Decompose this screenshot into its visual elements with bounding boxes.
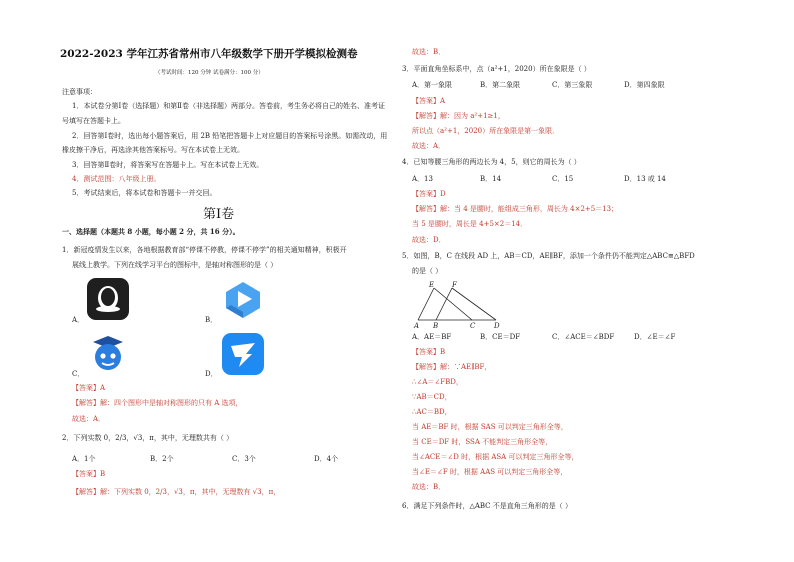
q5-conclusion: 故选：B． (412, 483, 446, 491)
q4-conclusion: 故选：D． (412, 236, 446, 244)
q5-analysis: 当∠E＝∠F 时，根据 AAS 可以判定三角形全等， (412, 468, 568, 476)
triangle-figure (412, 280, 512, 330)
exam-subtitle: （考试时间：120 分钟 试卷满分：100 分） (155, 70, 264, 76)
segment-ec (434, 288, 472, 320)
q3-option-d: D．第四象限 (624, 81, 665, 89)
dingtalk-icon (222, 333, 264, 375)
q4-answer: 【答案】D (412, 190, 446, 198)
q5-analysis: ∴∠A＝∠FBD， (412, 378, 463, 386)
mascot-icon (87, 333, 129, 375)
notice-line-scope: 4．测试范围：八年级上册。 (72, 175, 161, 183)
notice-line: 2．回答第Ⅰ卷时，选出每小题答案后，用 2B 铅笔把答题卡上对应题目的答案标号涂黑。如需改动，用 (72, 132, 388, 140)
q4-option-b: B．14 (480, 175, 502, 183)
question-1-line-2: 展线上教学。下列在线学习平台的图标中，是轴对称图形的是（ ） (72, 261, 278, 269)
notice-line: 3．回答第Ⅱ卷时，将答案写在答题卡上。写在本试卷上无效。 (72, 161, 264, 169)
q5-analysis: 当∠ACE＝∠D 时，根据 ASA 可以判定三角形全等， (412, 453, 579, 461)
label-c: C (470, 322, 476, 330)
notice-line: 1．本试卷分第Ⅰ卷（选择题）和第Ⅱ卷（非选择题）两部分。答卷前，考生务必将自己的姓名、准考证 (72, 102, 385, 110)
q5-analysis: 当 AE＝BF 时，根据 SAS 可以判定三角形全等， (412, 423, 568, 431)
q2-option-b: B．2个 (150, 455, 174, 463)
q3-analysis-2: 所以点（a²+1，2020）所在象限是第一象限． (412, 127, 560, 135)
q2-option-d: D．4个 (314, 455, 339, 463)
question-1-line-1: 1．新冠疫情发生以来，各地根据教育部“停课不停教，停课不停学”的相关通知精神，积极开 (62, 246, 347, 254)
qq-penguin-icon (87, 278, 129, 320)
q4-analysis-1: 【解答】解：当 4 是腰时，能组成三角形，周长为 4×2+5＝13； (412, 205, 619, 213)
q3-answer: 【答案】A (412, 97, 446, 105)
notice-line: 橡皮擦干净后，再选涂其他答案标号。写在本试卷上无效。 (62, 146, 244, 154)
q2-option-a: A．1个 (72, 455, 96, 463)
q5-analysis: ∴AC＝BD， (412, 408, 452, 416)
q5-analysis: 当 CE＝DF 时，SSA 不能判定三角形全等， (412, 438, 553, 446)
label-d: D (494, 322, 500, 330)
question-6: 6．满足下列条件时，△ABC 不是直角三角形的是（ ） (402, 502, 572, 510)
q1-conclusion: 故选：A． (72, 415, 106, 423)
q5-option-b: B．CE＝DF (480, 333, 521, 341)
q3-option-b: B．第二象限 (480, 81, 521, 89)
q2-conclusion: 故选：B． (412, 48, 446, 56)
q3-conclusion: 故选：A． (412, 142, 446, 150)
q4-option-d: D．13 或 14 (624, 175, 666, 183)
q4-option-c: C．15 (552, 175, 574, 183)
q5-answer: 【答案】B (412, 348, 446, 356)
label-b: B (433, 322, 439, 330)
label-f: F (452, 281, 457, 289)
label-a: A (414, 322, 420, 330)
question-5-line-2: 的是（ ） (412, 267, 443, 275)
q2-answer: 【答案】B (72, 470, 106, 478)
q3-option-c: C．第三象限 (552, 81, 593, 89)
question-5-line-1: 5．如图，B，C 在线段 AD 上，AB＝CD，AE∥BF，添加一个条件仍不能判定△ABC≌△BFD (402, 252, 695, 260)
q5-analysis: 【解答】解：∵AE∥BF， (412, 363, 492, 371)
option-c-label: C． (72, 370, 85, 378)
q1-answer: 【答案】A (72, 384, 106, 392)
section-title: 第Ⅰ卷 (203, 207, 235, 222)
q4-analysis-2: 当 5 是腰时，周长是 4+5×2＝14． (412, 220, 528, 228)
option-a-label: A． (72, 316, 85, 324)
exam-title: 2022-2023 学年江苏省常州市八年级数学下册开学模拟检测卷 (60, 48, 358, 60)
notice-line: 号填写在答题卡上。 (62, 117, 125, 125)
q3-analysis-1: 【解答】解：因为 a²+1≥1， (412, 112, 505, 120)
question-2: 2．下列实数 0，2/3，√3，π，其中，无理数共有（ ） (62, 434, 234, 442)
segment-ae (418, 288, 434, 320)
option-d-label: D． (205, 370, 218, 378)
segment-bf (436, 288, 452, 320)
q5-option-d: D．∠E＝∠F (634, 333, 676, 341)
q4-option-a: A．13 (412, 175, 433, 183)
play-icon (222, 278, 264, 320)
q5-option-a: A．AE＝BF (412, 333, 452, 341)
segment-fd (452, 288, 496, 320)
q3-option-a: A．第一象限 (412, 81, 453, 89)
option-b-label: B． (205, 316, 218, 324)
q2-option-c: C．3个 (232, 455, 256, 463)
q5-analysis: ∵AB＝CD， (412, 393, 452, 401)
q1-analysis: 【解答】解：四个图形中是轴对称图形的只有 A 选项， (72, 399, 243, 407)
section-subtitle: 一、选择题（本题共 8 小题，每小题 2 分，共 16 分）。 (62, 227, 240, 236)
q5-option-c: C．∠ACE＝∠BDF (552, 333, 615, 341)
notice-line: 5．考试结束后，将本试卷和答题卡一并交回。 (72, 189, 217, 197)
label-e: E (429, 281, 435, 289)
question-4: 4．已知等腰三角形的两边长为 4，5，则它的周长为（ ） (402, 158, 581, 166)
q2-analysis: 【解答】解：下列实数 0，2/3，√3，π，其中，无理数有 √3，π， (72, 488, 281, 496)
question-3: 3．平面直角坐标系中，点（a²+1，2020）所在象限是（ ） (402, 65, 591, 73)
notice-title: 注意事项： (62, 88, 97, 96)
